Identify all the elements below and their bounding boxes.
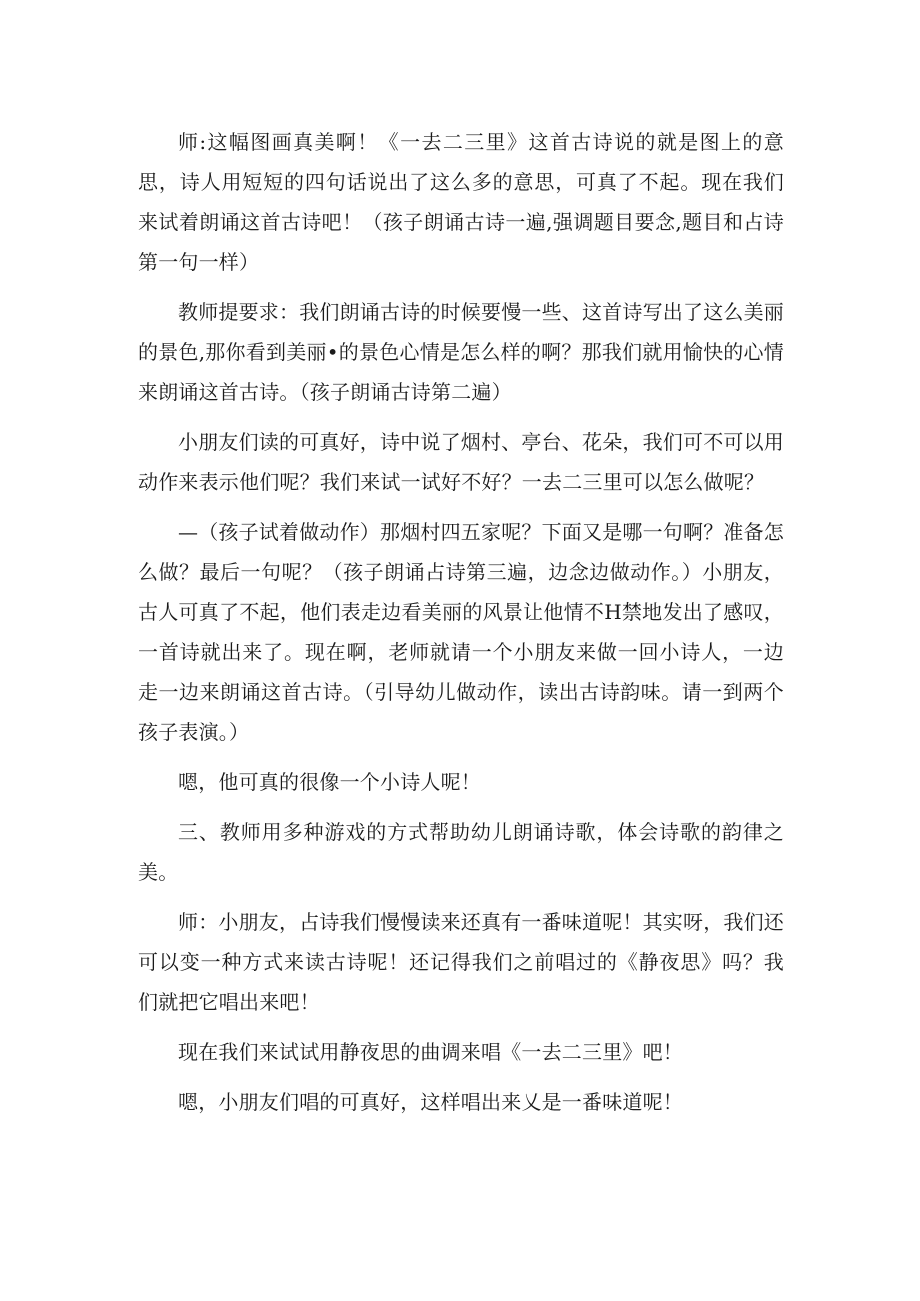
paragraph-children-actions: —（孩子试着做动作）那烟村四五家呢？下面又是哪一句啊？准备怎么做？最后一句呢？（孩子朗诵占诗第三遍，边念边做动作。）小朋友，古人可真了不起，他们表走边看美丽的风景让他情不H禁地发出了感叹，一首诗就出来了。现在啊，老师就请一个小朋友来做一回小诗人，一边走一边来朗诵这首古诗。（引导幼儿做动作，读出古诗韵味。请一到两个孩子表演。）	[138, 520, 784, 744]
paragraph-closing: 嗯，小朋友们唱的可真好，这样唱出来乂是一番味道呢！	[178, 1090, 683, 1114]
paragraph-little-poet: 嗯，他可真的很像一个小诗人呢！	[178, 770, 481, 794]
paragraph-actions-question: 小朋友们读的可真好，诗中说了烟村、亭台、花朵，我们可不可以用动作来表示他们呢？我们来试一试好不好？一去二三里可以怎么做呢？	[138, 430, 784, 494]
section-heading-three: 三、教师用多种游戏的方式帮助幼儿朗诵诗歌，体会诗歌的韵律之美。	[138, 820, 784, 884]
paragraph-sing-poem: 师：小朋友，占诗我们慢慢读来还真有一番味道呢！其实呀，我们还可以变一种方式来读古诗呢！还记得我们之前唱过的《静夜思》吗？我们就把它唱出来吧！	[138, 910, 784, 1014]
document-body	[138, 122, 784, 1132]
paragraph-jingyesi-tune: 现在我们来试试用静夜思的曲调来唱《一去二三里》吧！	[178, 1040, 683, 1064]
paragraph-teacher-requirement: 教师提要求：我们朗诵古诗的时候要慢一些、这首诗写出了这么美丽的景色,那你看到美丽•的景色心情是怎么样的啊？那我们就用愉快的心情来朗诵这首古诗。（孩子朗诵古诗第二遍）	[138, 300, 784, 404]
paragraph-poem-intro: 师:这幅图画真美啊！《一去二三里》这首古诗说的就是图上的意思，诗人用短短的四句话说出了这么多的意思，可真了不起。现在我们来试着朗诵这首古诗吧！（孩子朗诵古诗一遍,强调题目要念,题目和占诗第一句一样）	[138, 130, 784, 274]
